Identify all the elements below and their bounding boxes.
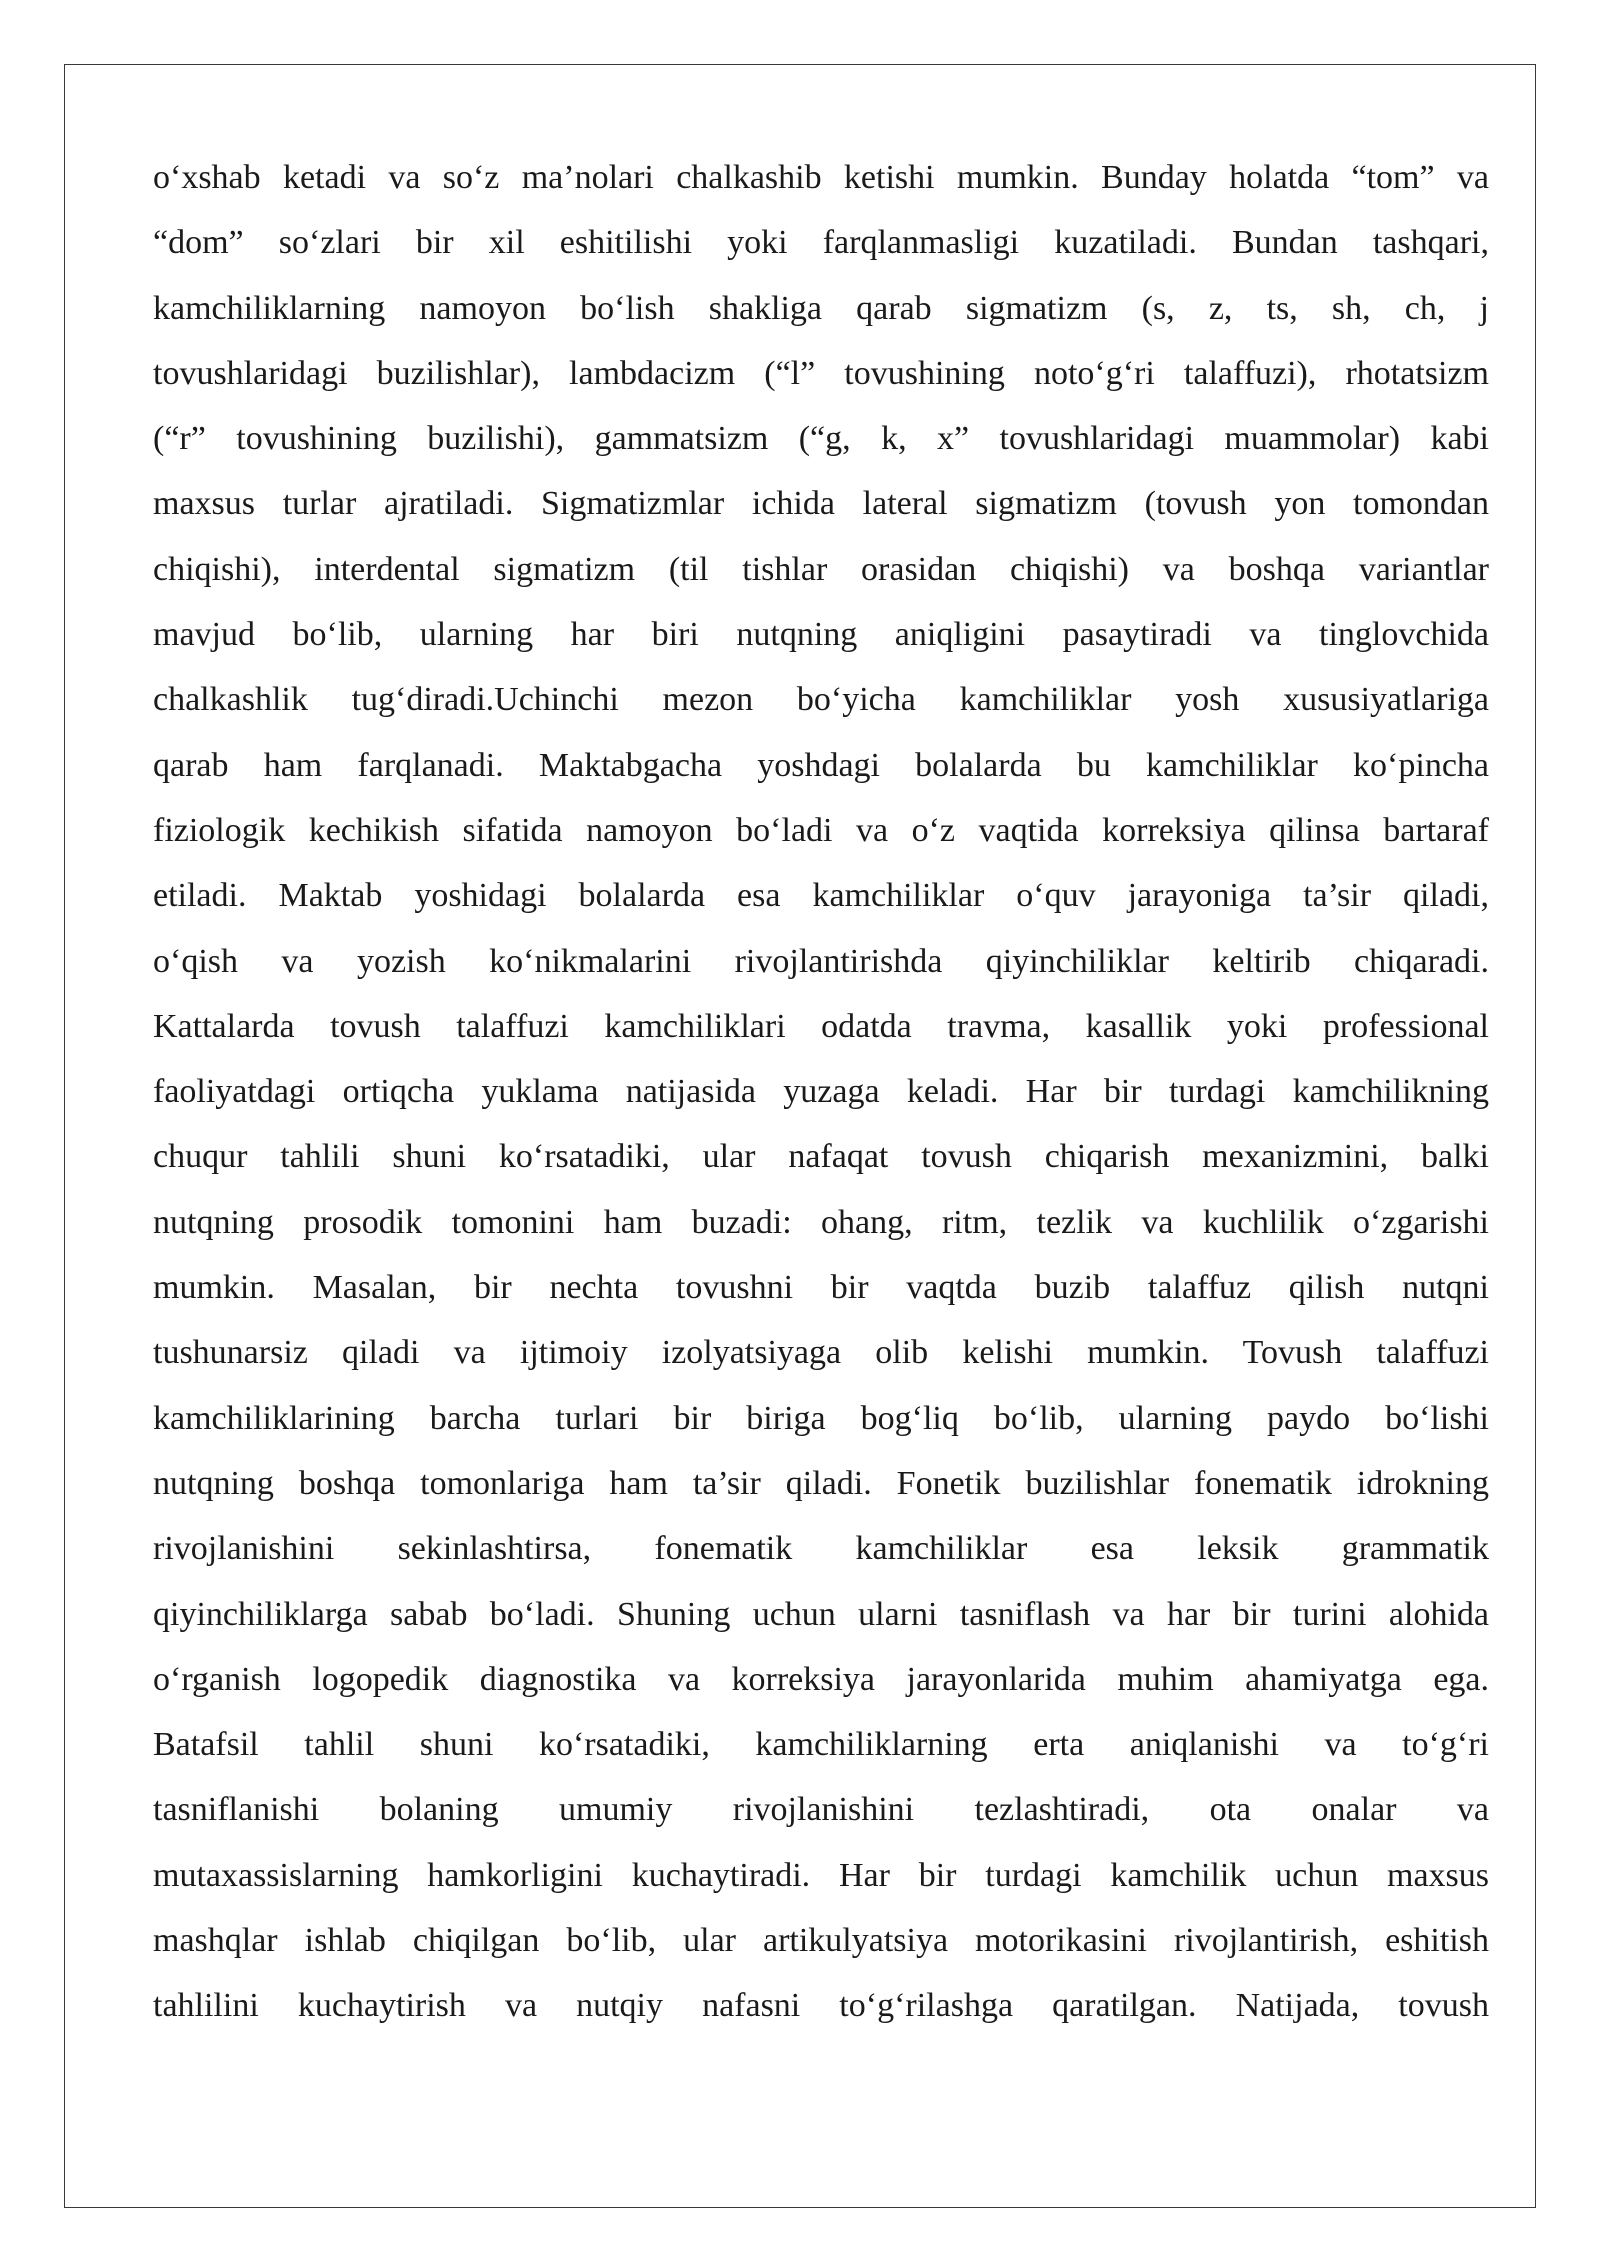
- text-line: [153, 1124, 1489, 1189]
- text-line-content: “dom” so‘zlari bir xil eshitilishi yoki farqlanmasligi kuzatiladi. Bundan tashqari,: [153, 224, 1489, 262]
- text-line-content: chuqur tahlili shuni ko‘rsatadiki, ular nafaqat tovush chiqarish mexanizmini, balki: [153, 1138, 1489, 1176]
- body-paragraph: [153, 145, 1489, 2039]
- text-line-content: mashqlar ishlab chiqilgan bo‘lib, ular artikulyatsiya motorikasini rivojlantirish, eshitish: [153, 1922, 1489, 1960]
- text-line-content: Kattalarda tovush talaffuzi kamchiliklari odatda travma, kasallik yoki professional: [153, 1007, 1489, 1045]
- text-line-content: mumkin. Masalan, bir nechta tovushni bir vaqtda buzib talaffuz qilish nutqni: [153, 1269, 1489, 1307]
- text-line: [153, 733, 1489, 798]
- text-line: [153, 1190, 1489, 1255]
- text-line: [153, 994, 1489, 1059]
- text-line-content: o‘qish va yozish ko‘nikmalarini rivojlantirishda qiyinchiliklar keltirib chiqaradi.: [153, 942, 1489, 980]
- text-line-content: chalkashlik tug‘diradi.Uchinchi mezon bo‘yicha kamchiliklar yosh xususiyatlariga: [153, 681, 1489, 719]
- text-line: [153, 145, 1489, 210]
- text-line-content: etiladi. Maktab yoshidagi bolalarda esa kamchiliklar o‘quv jarayoniga ta’sir qiladi,: [153, 877, 1489, 915]
- text-line-content: tasniflanishi bolaning umumiy rivojlanishini tezlashtiradi, ota onalar va: [153, 1791, 1489, 1829]
- text-line-content: tushunarsiz qiladi va ijtimoiy izolyatsiyaga olib kelishi mumkin. Tovush talaffuzi: [153, 1334, 1489, 1372]
- text-line-content: qarab ham farqlanadi. Maktabgacha yoshdagi bolalarda bu kamchiliklar ko‘pincha: [153, 746, 1489, 784]
- text-line-content: (“r” tovushining buzilishi), gammatsizm (“g, k, x” tovushlaridagi muammolar) kabi: [153, 420, 1489, 458]
- text-line: [153, 929, 1489, 994]
- text-line-content: o‘rganish logopedik diagnostika va korreksiya jarayonlarida muhim ahamiyatga ega.: [153, 1660, 1489, 1698]
- text-line-content: rivojlanishini sekinlashtirsa, fonematik kamchiliklar esa leksik grammatik: [153, 1530, 1489, 1568]
- text-line: [153, 1516, 1489, 1581]
- text-line-content: tovushlaridagi buzilishlar), lambdacizm (“l” tovushining noto‘g‘ri talaffuzi), rhotatsizm: [153, 354, 1489, 392]
- text-line: [153, 1255, 1489, 1320]
- text-line: [153, 1647, 1489, 1712]
- text-line: [153, 1386, 1489, 1451]
- text-line: [153, 798, 1489, 863]
- text-line-content: chiqishi), interdental sigmatizm (til tishlar orasidan chiqishi) va boshqa variantlar: [153, 550, 1489, 588]
- text-line-content: faoliyatdagi ortiqcha yuklama natijasida yuzaga keladi. Har bir turdagi kamchilikning: [153, 1073, 1489, 1111]
- text-line: [153, 276, 1489, 341]
- text-line: [153, 1582, 1489, 1647]
- text-line-content: qiyinchiliklarga sabab bo‘ladi. Shuning uchun ularni tasniflash va har bir turini alohida: [153, 1595, 1489, 1633]
- text-line: [153, 863, 1489, 928]
- text-line: [153, 1712, 1489, 1777]
- text-line: [153, 341, 1489, 406]
- text-line: [153, 1451, 1489, 1516]
- text-line-content: kamchiliklarining barcha turlari bir biriga bog‘liq bo‘lib, ularning paydo bo‘lishi: [153, 1399, 1489, 1437]
- text-line: [153, 1320, 1489, 1385]
- text-line: [153, 537, 1489, 602]
- text-line: [153, 1843, 1489, 1908]
- text-line-content: nutqning prosodik tomonini ham buzadi: ohang, ritm, tezlik va kuchlilik o‘zgarishi: [153, 1203, 1489, 1241]
- text-line: [153, 210, 1489, 275]
- text-line: [153, 406, 1489, 471]
- text-line: [153, 1059, 1489, 1124]
- text-line-content: kamchiliklarning namoyon bo‘lish shakliga qarab sigmatizm (s, z, ts, sh, ch, j: [153, 289, 1489, 327]
- text-line-content: nutqning boshqa tomonlariga ham ta’sir qiladi. Fonetik buzilishlar fonematik idrokning: [153, 1464, 1489, 1502]
- text-line-content: maxsus turlar ajratiladi. Sigmatizmlar ichida lateral sigmatizm (tovush yon tomondan: [153, 485, 1489, 523]
- text-line-content: tahlilini kuchaytirish va nutqiy nafasni to‘g‘rilashga qaratilgan. Natijada, tovush: [153, 1987, 1489, 2025]
- text-line: [153, 602, 1489, 667]
- text-line: [153, 1908, 1489, 1973]
- text-line-content: mutaxassislarning hamkorligini kuchaytiradi. Har bir turdagi kamchilik uchun maxsus: [153, 1856, 1489, 1894]
- text-line-content: Batafsil tahlil shuni ko‘rsatadiki, kamchiliklarning erta aniqlanishi va to‘g‘ri: [153, 1726, 1489, 1764]
- text-line: [153, 667, 1489, 732]
- text-line: [153, 1777, 1489, 1842]
- text-line-content: o‘xshab ketadi va so‘z ma’nolari chalkashib ketishi mumkin. Bunday holatda “tom” va: [153, 159, 1489, 196]
- text-line: [153, 1973, 1489, 2038]
- text-line: [153, 471, 1489, 536]
- text-line-content: mavjud bo‘lib, ularning har biri nutqning aniqligini pasaytiradi va tinglovchida: [153, 616, 1489, 654]
- text-line-content: fiziologik kechikish sifatida namoyon bo‘ladi va o‘z vaqtida korreksiya qilinsa bartaraf: [153, 811, 1489, 849]
